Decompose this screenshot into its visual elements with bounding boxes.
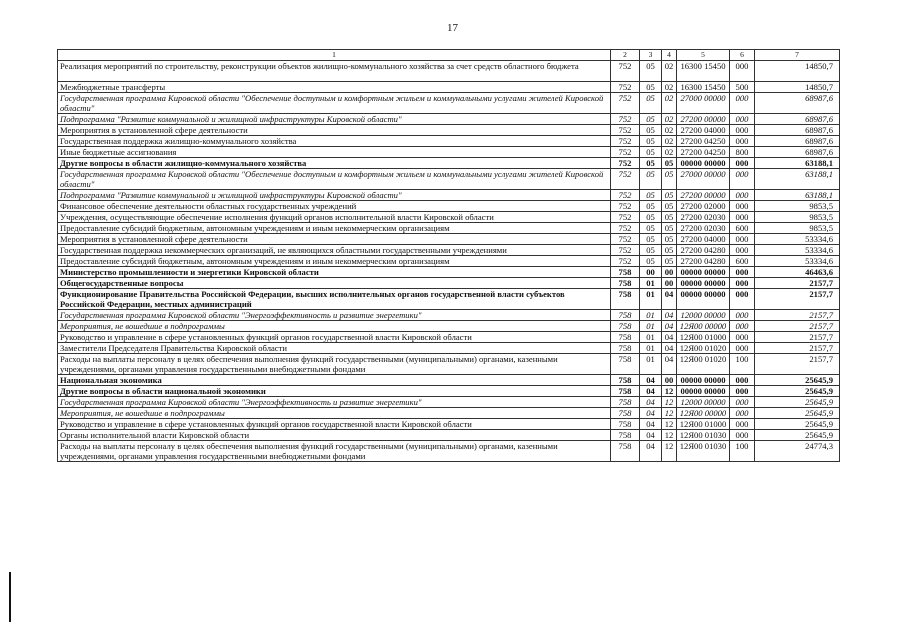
table-row (58, 212, 840, 223)
target-article-cell: 00000 00000 (677, 386, 730, 397)
expense-type-cell: 000 (730, 375, 755, 386)
amount-cell: 63188,1 (755, 169, 840, 190)
amount-cell: 25645,9 (755, 430, 840, 441)
subsection-cell: 12 (662, 408, 677, 419)
column-header-5: 5 (677, 50, 730, 61)
expense-type-cell: 600 (730, 223, 755, 234)
subsection-cell: 05 (662, 245, 677, 256)
expense-type-cell: 000 (730, 125, 755, 136)
ministry-code-cell: 752 (611, 61, 640, 82)
table-row (58, 419, 840, 430)
expense-type-cell: 000 (730, 321, 755, 332)
section-cell: 01 (640, 310, 662, 321)
subsection-cell: 12 (662, 430, 677, 441)
section-cell: 04 (640, 375, 662, 386)
ministry-code-cell: 752 (611, 125, 640, 136)
row-name-cell: Подпрограмма "Развитие коммунальной и жилищной инфраструктуры Кировской области" (58, 114, 611, 125)
amount-cell: 14850,7 (755, 61, 840, 82)
table-row (58, 256, 840, 267)
amount-cell: 63188,1 (755, 158, 840, 169)
subsection-cell: 04 (662, 289, 677, 310)
column-header-7: 7 (755, 50, 840, 61)
ministry-code-cell: 752 (611, 190, 640, 201)
row-name-cell: Подпрограмма "Развитие коммунальной и жилищной инфраструктуры Кировской области" (58, 190, 611, 201)
ministry-code-cell: 752 (611, 114, 640, 125)
column-header-6: 6 (730, 50, 755, 61)
section-cell: 04 (640, 386, 662, 397)
section-cell: 05 (640, 256, 662, 267)
section-cell: 00 (640, 267, 662, 278)
subsection-cell: 05 (662, 190, 677, 201)
row-name-cell: Предоставление субсидий бюджетным, автономным учреждениям и иным некоммерческим организациям (58, 223, 611, 234)
amount-cell: 68987,6 (755, 136, 840, 147)
expense-type-cell: 000 (730, 332, 755, 343)
section-cell: 04 (640, 441, 662, 462)
subsection-cell: 00 (662, 278, 677, 289)
table-row (58, 223, 840, 234)
table-row (58, 343, 840, 354)
ministry-code-cell: 758 (611, 441, 640, 462)
target-article-cell: 27200 00000 (677, 114, 730, 125)
table-row (58, 267, 840, 278)
expense-type-cell: 000 (730, 430, 755, 441)
target-article-cell: 16300 15450 (677, 61, 730, 82)
expense-type-cell: 000 (730, 93, 755, 114)
amount-cell: 68987,6 (755, 93, 840, 114)
section-cell: 05 (640, 125, 662, 136)
subsection-cell: 02 (662, 93, 677, 114)
target-article-cell: 27000 00000 (677, 93, 730, 114)
table-row (58, 386, 840, 397)
row-name-cell: Предоставление субсидий бюджетным, автономным учреждениям и иным некоммерческим организациям (58, 256, 611, 267)
subsection-cell: 04 (662, 343, 677, 354)
column-header-1: 1 (58, 50, 611, 61)
ministry-code-cell: 758 (611, 419, 640, 430)
section-cell: 05 (640, 61, 662, 82)
table-row (58, 354, 840, 375)
section-cell: 01 (640, 332, 662, 343)
ministry-code-cell: 752 (611, 212, 640, 223)
row-name-cell: Другие вопросы в области национальной экономики (58, 386, 611, 397)
section-cell: 01 (640, 343, 662, 354)
subsection-cell: 12 (662, 419, 677, 430)
subsection-cell: 02 (662, 147, 677, 158)
expense-type-cell: 600 (730, 256, 755, 267)
subsection-cell: 05 (662, 169, 677, 190)
ministry-code-cell: 758 (611, 332, 640, 343)
table-row (58, 93, 840, 114)
target-article-cell: 27200 04000 (677, 234, 730, 245)
row-name-cell: Государственная программа Кировской области "Обеспечение доступным и комфортным жильем и коммунальными услугами жителей Кировской области" (58, 169, 611, 190)
section-cell: 04 (640, 397, 662, 408)
section-cell: 05 (640, 136, 662, 147)
subsection-cell: 04 (662, 354, 677, 375)
ministry-code-cell: 752 (611, 234, 640, 245)
section-cell: 05 (640, 245, 662, 256)
row-name-cell: Государственная программа Кировской области "Энергоэффективность и развитие энергетики" (58, 397, 611, 408)
target-article-cell: 00000 00000 (677, 289, 730, 310)
target-article-cell: 12000 00000 (677, 310, 730, 321)
section-cell: 04 (640, 408, 662, 419)
table-row (58, 430, 840, 441)
subsection-cell: 12 (662, 397, 677, 408)
table-row (58, 245, 840, 256)
subsection-cell: 04 (662, 332, 677, 343)
expense-type-cell: 000 (730, 419, 755, 430)
row-name-cell: Учреждения, осуществляющие обеспечение исполнения функций органов исполнительной власти Кировской области (58, 212, 611, 223)
amount-cell: 14850,7 (755, 82, 840, 93)
row-name-cell: Министерство промышленности и энергетики Кировской области (58, 267, 611, 278)
table-row (58, 332, 840, 343)
subsection-cell: 05 (662, 256, 677, 267)
table-row (58, 201, 840, 212)
row-name-cell: Функционирование Правительства Российской Федерации, высших исполнительных органов государственной власти субъектов Российской Федерации, местных администраций (58, 289, 611, 310)
subsection-cell: 04 (662, 310, 677, 321)
amount-cell: 2157,7 (755, 332, 840, 343)
target-article-cell: 12Я00 01000 (677, 419, 730, 430)
subsection-cell: 02 (662, 136, 677, 147)
expense-type-cell: 000 (730, 234, 755, 245)
table-row (58, 441, 840, 462)
subsection-cell: 12 (662, 386, 677, 397)
section-cell: 01 (640, 278, 662, 289)
expense-type-cell: 100 (730, 441, 755, 462)
section-cell: 05 (640, 93, 662, 114)
section-cell: 05 (640, 212, 662, 223)
ministry-code-cell: 752 (611, 201, 640, 212)
table-row (58, 278, 840, 289)
ministry-code-cell: 758 (611, 321, 640, 332)
amount-cell: 68987,6 (755, 147, 840, 158)
section-cell: 05 (640, 190, 662, 201)
amount-cell: 25645,9 (755, 419, 840, 430)
expense-type-cell: 800 (730, 147, 755, 158)
target-article-cell: 27200 02030 (677, 212, 730, 223)
amount-cell: 46463,6 (755, 267, 840, 278)
expense-type-cell: 000 (730, 190, 755, 201)
target-article-cell: 00000 00000 (677, 278, 730, 289)
section-cell: 05 (640, 158, 662, 169)
table-row (58, 289, 840, 310)
amount-cell: 9853,5 (755, 223, 840, 234)
amount-cell: 25645,9 (755, 397, 840, 408)
ministry-code-cell: 758 (611, 430, 640, 441)
target-article-cell: 27200 04280 (677, 256, 730, 267)
column-header-4: 4 (662, 50, 677, 61)
expense-type-cell: 500 (730, 82, 755, 93)
expense-type-cell: 000 (730, 278, 755, 289)
ministry-code-cell: 752 (611, 147, 640, 158)
target-article-cell: 00000 00000 (677, 267, 730, 278)
expense-type-cell: 000 (730, 158, 755, 169)
amount-cell: 2157,7 (755, 278, 840, 289)
margin-mark (9, 572, 11, 622)
expense-type-cell: 000 (730, 408, 755, 419)
section-cell: 04 (640, 430, 662, 441)
budget-table (57, 49, 840, 462)
expense-type-cell: 000 (730, 343, 755, 354)
row-name-cell: Другие вопросы в области жилищно-коммунального хозяйства (58, 158, 611, 169)
table-row (58, 125, 840, 136)
expense-type-cell: 000 (730, 212, 755, 223)
expense-type-cell: 100 (730, 354, 755, 375)
ministry-code-cell: 752 (611, 93, 640, 114)
subsection-cell: 00 (662, 267, 677, 278)
row-name-cell: Мероприятия, не вошедшие в подпрограммы (58, 321, 611, 332)
ministry-code-cell: 752 (611, 256, 640, 267)
amount-cell: 9853,5 (755, 212, 840, 223)
row-name-cell: Расходы на выплаты персоналу в целях обеспечения выполнения функций государственными (муниципальными) органами, казенными учреждениями, органами управления государственными внебюджетными фондами (58, 354, 611, 375)
section-cell: 05 (640, 82, 662, 93)
row-name-cell: Мероприятия в установленной сфере деятельности (58, 234, 611, 245)
expense-type-cell: 000 (730, 201, 755, 212)
target-article-cell: 27000 00000 (677, 169, 730, 190)
row-name-cell: Межбюджетные трансферты (58, 82, 611, 93)
column-header-3: 3 (640, 50, 662, 61)
target-article-cell: 12Я00 01000 (677, 332, 730, 343)
amount-cell: 25645,9 (755, 386, 840, 397)
section-cell: 05 (640, 201, 662, 212)
amount-cell: 2157,7 (755, 289, 840, 310)
section-cell: 05 (640, 114, 662, 125)
expense-type-cell: 000 (730, 310, 755, 321)
section-cell: 01 (640, 289, 662, 310)
target-article-cell: 12Я00 01030 (677, 430, 730, 441)
amount-cell: 25645,9 (755, 408, 840, 419)
row-name-cell: Иные бюджетные ассигнования (58, 147, 611, 158)
table-row (58, 234, 840, 245)
target-article-cell: 12000 00000 (677, 397, 730, 408)
ministry-code-cell: 758 (611, 375, 640, 386)
section-cell: 05 (640, 169, 662, 190)
amount-cell: 53334,6 (755, 256, 840, 267)
expense-type-cell: 000 (730, 289, 755, 310)
subsection-cell: 12 (662, 441, 677, 462)
subsection-cell: 00 (662, 375, 677, 386)
section-cell: 05 (640, 223, 662, 234)
ministry-code-cell: 752 (611, 245, 640, 256)
table-row (58, 114, 840, 125)
table-row (58, 147, 840, 158)
section-cell: 05 (640, 147, 662, 158)
table-row (58, 158, 840, 169)
ministry-code-cell: 758 (611, 310, 640, 321)
row-name-cell: Реализация мероприятий по строительству, реконструкции объектов жилищно-коммунального хозяйства за счет средств областного бюджета (58, 61, 611, 82)
section-cell: 05 (640, 234, 662, 245)
amount-cell: 25645,9 (755, 375, 840, 386)
subsection-cell: 02 (662, 82, 677, 93)
subsection-cell: 02 (662, 61, 677, 82)
target-article-cell: 27200 02000 (677, 201, 730, 212)
table-header-row (58, 50, 840, 61)
subsection-cell: 02 (662, 125, 677, 136)
expense-type-cell: 000 (730, 169, 755, 190)
section-cell: 01 (640, 354, 662, 375)
amount-cell: 63188,1 (755, 190, 840, 201)
ministry-code-cell: 752 (611, 158, 640, 169)
subsection-cell: 05 (662, 201, 677, 212)
subsection-cell: 05 (662, 158, 677, 169)
table-row (58, 375, 840, 386)
target-article-cell: 12Я00 01020 (677, 343, 730, 354)
amount-cell: 2157,7 (755, 343, 840, 354)
ministry-code-cell: 758 (611, 343, 640, 354)
row-name-cell: Национальная экономика (58, 375, 611, 386)
target-article-cell: 27200 04000 (677, 125, 730, 136)
subsection-cell: 04 (662, 321, 677, 332)
amount-cell: 24774,3 (755, 441, 840, 462)
row-name-cell: Расходы на выплаты персоналу в целях обеспечения выполнения функций государственными (муниципальными) органами, казенными учреждениями, органами управления государственными внебюджетными фондами (58, 441, 611, 462)
target-article-cell: 12Я00 01030 (677, 441, 730, 462)
row-name-cell: Мероприятия в установленной сфере деятельности (58, 125, 611, 136)
expense-type-cell: 000 (730, 136, 755, 147)
ministry-code-cell: 752 (611, 82, 640, 93)
ministry-code-cell: 758 (611, 408, 640, 419)
section-cell: 04 (640, 419, 662, 430)
target-article-cell: 00000 00000 (677, 375, 730, 386)
table-row (58, 82, 840, 93)
row-name-cell: Руководство и управление в сфере установленных функций органов государственной власти Кировской области (58, 419, 611, 430)
row-name-cell: Органы исполнительной власти Кировской области (58, 430, 611, 441)
subsection-cell: 05 (662, 234, 677, 245)
ministry-code-cell: 752 (611, 136, 640, 147)
amount-cell: 68987,6 (755, 114, 840, 125)
ministry-code-cell: 758 (611, 278, 640, 289)
row-name-cell: Мероприятия, не вошедшие в подпрограммы (58, 408, 611, 419)
expense-type-cell: 000 (730, 61, 755, 82)
target-article-cell: 12Я00 00000 (677, 321, 730, 332)
amount-cell: 2157,7 (755, 354, 840, 375)
table-row (58, 321, 840, 332)
amount-cell: 53334,6 (755, 234, 840, 245)
amount-cell: 2157,7 (755, 310, 840, 321)
target-article-cell: 12Я00 00000 (677, 408, 730, 419)
row-name-cell: Финансовое обеспечение деятельности областных государственных учреждений (58, 201, 611, 212)
target-article-cell: 00000 00000 (677, 158, 730, 169)
table-row (58, 169, 840, 190)
ministry-code-cell: 752 (611, 223, 640, 234)
target-article-cell: 27200 04280 (677, 245, 730, 256)
ministry-code-cell: 758 (611, 354, 640, 375)
table-row (58, 190, 840, 201)
expense-type-cell: 000 (730, 397, 755, 408)
ministry-code-cell: 758 (611, 267, 640, 278)
expense-type-cell: 000 (730, 245, 755, 256)
amount-cell: 2157,7 (755, 321, 840, 332)
subsection-cell: 02 (662, 114, 677, 125)
table-row (58, 136, 840, 147)
row-name-cell: Общегосударственные вопросы (58, 278, 611, 289)
subsection-cell: 05 (662, 223, 677, 234)
row-name-cell: Государственная поддержка некоммерческих организаций, не являющихся областными государственными учреждениями (58, 245, 611, 256)
table-row (58, 310, 840, 321)
target-article-cell: 27200 02030 (677, 223, 730, 234)
ministry-code-cell: 758 (611, 289, 640, 310)
amount-cell: 9853,5 (755, 201, 840, 212)
target-article-cell: 27200 04250 (677, 136, 730, 147)
expense-type-cell: 000 (730, 386, 755, 397)
target-article-cell: 27200 00000 (677, 190, 730, 201)
table-row (58, 397, 840, 408)
table-row (58, 408, 840, 419)
ministry-code-cell: 758 (611, 397, 640, 408)
row-name-cell: Государственная программа Кировской области "Энергоэффективность и развитие энергетики" (58, 310, 611, 321)
row-name-cell: Государственная поддержка жилищно-коммунального хозяйства (58, 136, 611, 147)
expense-type-cell: 000 (730, 267, 755, 278)
row-name-cell: Руководство и управление в сфере установленных функций органов государственной власти Кировской области (58, 332, 611, 343)
target-article-cell: 27200 04250 (677, 147, 730, 158)
table-row (58, 61, 840, 82)
row-name-cell: Заместители Председателя Правительства Кировской области (58, 343, 611, 354)
target-article-cell: 12Я00 01020 (677, 354, 730, 375)
subsection-cell: 05 (662, 212, 677, 223)
ministry-code-cell: 758 (611, 386, 640, 397)
row-name-cell: Государственная программа Кировской области "Обеспечение доступным и комфортным жильем и коммунальными услугами жителей Кировской области" (58, 93, 611, 114)
column-header-2: 2 (611, 50, 640, 61)
amount-cell: 68987,6 (755, 125, 840, 136)
target-article-cell: 16300 15450 (677, 82, 730, 93)
expense-type-cell: 000 (730, 114, 755, 125)
page-number: 17 (447, 22, 458, 34)
ministry-code-cell: 752 (611, 169, 640, 190)
section-cell: 01 (640, 321, 662, 332)
amount-cell: 53334,6 (755, 245, 840, 256)
